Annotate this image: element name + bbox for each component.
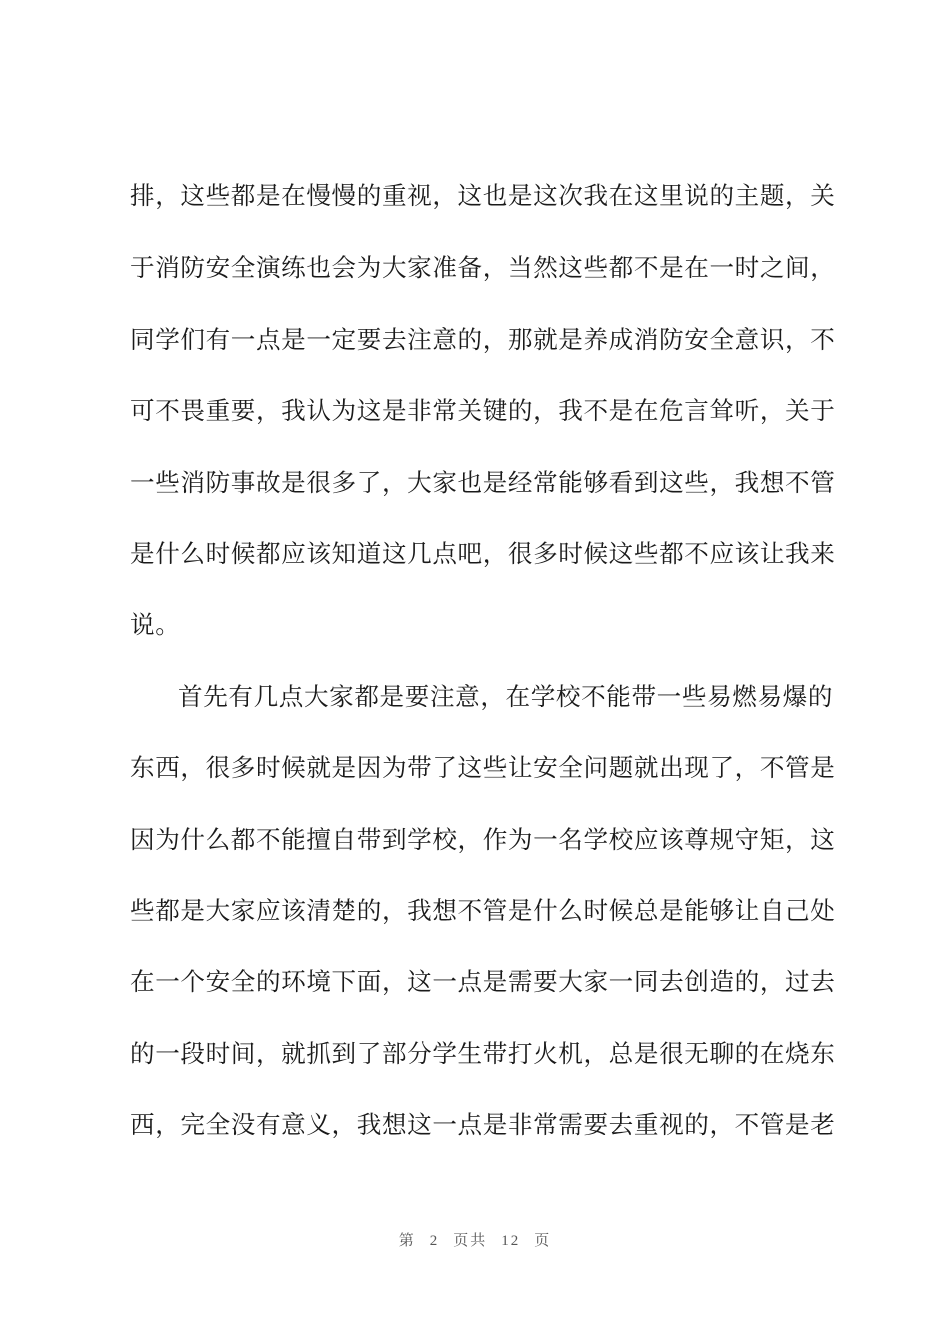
footer-prefix: 第 [398, 1233, 416, 1249]
paragraph-2-line-3: 因为什么都不能擅自带到学校，作为一名学校应该尊规守矩，这 [130, 825, 836, 854]
paragraph-1-line-3: 同学们有一点是一定要去注意的，那就是养成消防安全意识，不 [130, 325, 836, 354]
paragraph-2-line-7: 西，完全没有意义，我想这一点是非常需要去重视的，不管是老 [130, 1110, 836, 1139]
paragraph-1-line-1: 排，这些都是在慢慢的重视，这也是这次我在这里说的主题，关 [130, 181, 836, 210]
paragraph-2-line-5: 在一个安全的环境下面，这一点是需要大家一同去创造的，过去 [130, 967, 836, 996]
paragraph-1-line-6: 是什么时候都应该知道这几点吧，很多时候这些都不应该让我来 [130, 539, 836, 568]
paragraph-2-line-6: 的一段时间，就抓到了部分学生带打火机，总是很无聊的在烧东 [130, 1039, 836, 1068]
paragraph-2-line-4: 些都是大家应该清楚的，我想不管是什么时候总是能够让自己处 [130, 896, 836, 925]
footer-total-pages: 12 [501, 1233, 521, 1249]
footer-middle: 页共 [453, 1233, 488, 1249]
paragraph-1-line-5: 一些消防事故是很多了，大家也是经常能够看到这些，我想不管 [130, 468, 836, 497]
paragraph-1-line-7: 说。 [130, 610, 181, 639]
paragraph-1-line-4: 可不畏重要，我认为这是非常关键的，我不是在危言耸听，关于 [130, 396, 836, 425]
footer-page-number: 2 [429, 1233, 440, 1249]
paragraph-2-line-1: 首先有几点大家都是要注意，在学校不能带一些易燃易爆的 [178, 682, 834, 711]
page-number-footer [0, 1229, 950, 1250]
paragraph-1-line-2: 于消防安全演练也会为大家准备，当然这些都不是在一时之间， [130, 253, 836, 282]
paragraph-2-line-2: 东西，很多时候就是因为带了这些让安全问题就出现了，不管是 [130, 753, 836, 782]
footer-suffix: 页 [534, 1233, 552, 1249]
